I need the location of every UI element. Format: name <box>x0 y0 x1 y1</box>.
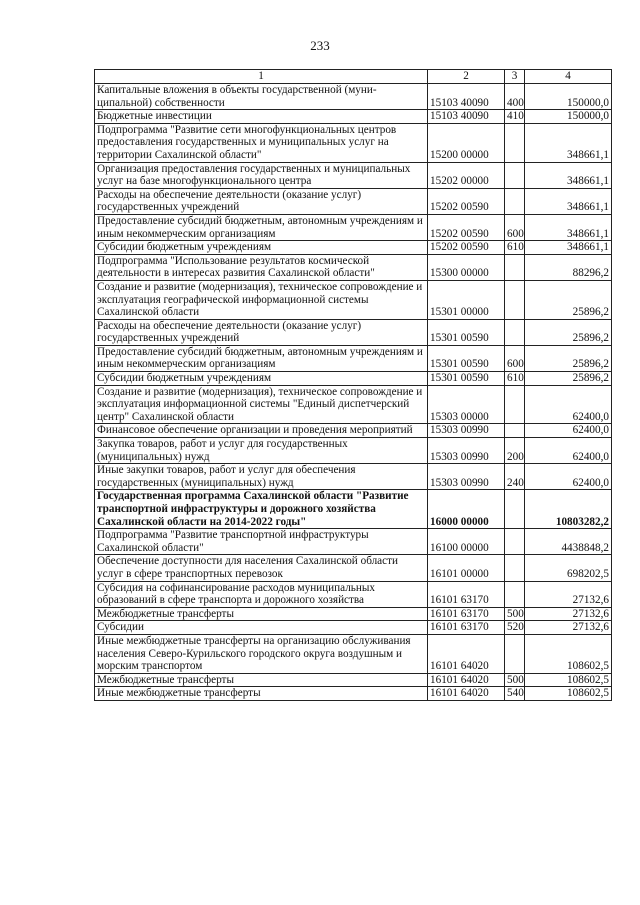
table-row <box>95 84 612 110</box>
row-type-cell: 610 <box>505 372 525 386</box>
row-code-cell: 15301 00000 <box>428 280 505 319</box>
row-type-cell <box>505 424 525 438</box>
row-amount-cell: 348661,1 <box>525 188 612 214</box>
table-row <box>95 214 612 240</box>
row-code-cell: 15103 40090 <box>428 110 505 124</box>
row-type-cell: 600 <box>505 345 525 371</box>
row-name-cell: Межбюджетные трансферты <box>95 673 428 687</box>
row-amount-cell: 10803282,2 <box>525 490 612 529</box>
row-amount-cell: 25896,2 <box>525 372 612 386</box>
row-type-cell <box>505 555 525 581</box>
table-row <box>95 634 612 673</box>
row-code-cell: 16000 00000 <box>428 490 505 529</box>
row-name-cell: Иные межбюджетные трансферты <box>95 687 428 701</box>
row-type-cell <box>505 280 525 319</box>
row-amount-cell: 25896,2 <box>525 319 612 345</box>
table-header-row <box>95 70 612 84</box>
row-type-cell <box>505 490 525 529</box>
table-row <box>95 621 612 635</box>
row-code-cell: 16101 64020 <box>428 634 505 673</box>
row-code-cell: 15200 00000 <box>428 123 505 162</box>
row-amount-cell: 27132,6 <box>525 607 612 621</box>
row-type-cell: 610 <box>505 241 525 255</box>
row-amount-cell: 150000,0 <box>525 84 612 110</box>
row-amount-cell: 62400,0 <box>525 385 612 424</box>
row-code-cell: 15301 00590 <box>428 319 505 345</box>
table-row <box>95 607 612 621</box>
row-amount-cell: 88296,2 <box>525 254 612 280</box>
table-row <box>95 581 612 607</box>
row-type-cell <box>505 581 525 607</box>
table-row <box>95 385 612 424</box>
table-row <box>95 555 612 581</box>
row-code-cell: 15301 00590 <box>428 372 505 386</box>
row-code-cell: 16101 64020 <box>428 673 505 687</box>
table-row <box>95 110 612 124</box>
row-code-cell: 15301 00590 <box>428 345 505 371</box>
row-type-cell <box>505 188 525 214</box>
row-amount-cell: 27132,6 <box>525 621 612 635</box>
row-code-cell: 16101 00000 <box>428 555 505 581</box>
row-amount-cell: 108602,5 <box>525 687 612 701</box>
row-amount-cell: 4438848,2 <box>525 529 612 555</box>
column-header-amount: 4 <box>525 70 612 84</box>
table-row <box>95 687 612 701</box>
table-row <box>95 372 612 386</box>
row-type-cell <box>505 123 525 162</box>
row-amount-cell: 348661,1 <box>525 162 612 188</box>
row-name-cell: Создание и развитие (модернизация), техническое сопровождение и эксплуатация информационной системы "Единый диспетчерский центр" Сахалинской области <box>95 385 428 424</box>
row-amount-cell: 108602,5 <box>525 634 612 673</box>
row-amount-cell: 348661,1 <box>525 214 612 240</box>
row-type-cell: 410 <box>505 110 525 124</box>
table-row <box>95 254 612 280</box>
row-amount-cell: 698202,5 <box>525 555 612 581</box>
table-row <box>95 241 612 255</box>
row-name-cell: Субсидия на софинансирование расходов муниципальных образований в сфере транспорта и дорожного хозяйства <box>95 581 428 607</box>
row-name-cell: Предоставление субсидий бюджетным, автономным учреждениям и иным некоммерческим организациям <box>95 345 428 371</box>
row-amount-cell: 27132,6 <box>525 581 612 607</box>
row-code-cell: 15303 00990 <box>428 438 505 464</box>
table-row <box>95 438 612 464</box>
column-header-type: 3 <box>505 70 525 84</box>
row-code-cell: 15202 00590 <box>428 241 505 255</box>
row-code-cell: 16100 00000 <box>428 529 505 555</box>
row-amount-cell: 150000,0 <box>525 110 612 124</box>
table-row <box>95 424 612 438</box>
row-type-cell: 500 <box>505 673 525 687</box>
row-code-cell: 16101 64020 <box>428 687 505 701</box>
table-row <box>95 529 612 555</box>
row-code-cell: 15303 00990 <box>428 464 505 490</box>
row-amount-cell: 25896,2 <box>525 345 612 371</box>
row-name-cell: Субсидии бюджетным учреждениям <box>95 241 428 255</box>
row-type-cell <box>505 385 525 424</box>
row-name-cell: Расходы на обеспечение деятельности (оказание услуг) государственных учреждений <box>95 319 428 345</box>
table-row <box>95 490 612 529</box>
row-name-cell: Бюджетные инвестиции <box>95 110 428 124</box>
row-name-cell: Закупка товаров, работ и услуг для государственных (муниципальных) нужд <box>95 438 428 464</box>
row-amount-cell: 348661,1 <box>525 123 612 162</box>
row-name-cell: Государственная программа Сахалинской области "Развитие транспортной инфраструктуры и дорожного хозяйства Сахалинской области на 2014-2022 годы" <box>95 490 428 529</box>
table-row <box>95 345 612 371</box>
table-row <box>95 464 612 490</box>
table-row <box>95 319 612 345</box>
row-name-cell: Иные закупки товаров, работ и услуг для обеспечения государственных (муниципальных) нужд <box>95 464 428 490</box>
budget-table <box>94 69 612 701</box>
table-row <box>95 280 612 319</box>
row-code-cell: 15202 00590 <box>428 188 505 214</box>
table-row <box>95 673 612 687</box>
column-header-name: 1 <box>95 70 428 84</box>
row-type-cell: 540 <box>505 687 525 701</box>
row-name-cell: Межбюджетные трансферты <box>95 607 428 621</box>
row-code-cell: 15303 00000 <box>428 385 505 424</box>
row-name-cell: Капитальные вложения в объекты государственной (муни-ципальной) собственности <box>95 84 428 110</box>
row-type-cell: 240 <box>505 464 525 490</box>
page-number: 233 <box>310 38 330 53</box>
row-code-cell: 16101 63170 <box>428 621 505 635</box>
table-row <box>95 188 612 214</box>
row-amount-cell: 108602,5 <box>525 673 612 687</box>
row-name-cell: Финансовое обеспечение организации и проведения мероприятий <box>95 424 428 438</box>
row-type-cell <box>505 319 525 345</box>
table-row <box>95 123 612 162</box>
row-name-cell: Подпрограмма "Развитие транспортной инфраструктуры Сахалинской области" <box>95 529 428 555</box>
column-header-code: 2 <box>428 70 505 84</box>
row-name-cell: Расходы на обеспечение деятельности (оказание услуг) государственных учреждений <box>95 188 428 214</box>
row-name-cell: Иные межбюджетные трансферты на организацию обслуживания населения Северо-Курильского городского округа воздушным и морским транспортом <box>95 634 428 673</box>
table-row <box>95 162 612 188</box>
row-code-cell: 15202 00000 <box>428 162 505 188</box>
row-code-cell: 15103 40090 <box>428 84 505 110</box>
row-name-cell: Подпрограмма "Использование результатов космической деятельности в интересах развития Сахалинской области" <box>95 254 428 280</box>
row-name-cell: Субсидии <box>95 621 428 635</box>
row-name-cell: Создание и развитие (модернизация), техническое сопровождение и эксплуатация географической информационной системы Сахалинской области <box>95 280 428 319</box>
row-type-cell: 500 <box>505 607 525 621</box>
row-amount-cell: 62400,0 <box>525 424 612 438</box>
row-name-cell: Предоставление субсидий бюджетным, автономным учреждениям и иным некоммерческим организациям <box>95 214 428 240</box>
row-code-cell: 16101 63170 <box>428 581 505 607</box>
row-code-cell: 15303 00990 <box>428 424 505 438</box>
row-type-cell: 600 <box>505 214 525 240</box>
row-amount-cell: 62400,0 <box>525 464 612 490</box>
row-type-cell <box>505 634 525 673</box>
table-body <box>95 84 612 701</box>
row-code-cell: 15300 00000 <box>428 254 505 280</box>
row-type-cell: 520 <box>505 621 525 635</box>
row-amount-cell: 348661,1 <box>525 241 612 255</box>
row-name-cell: Организация предоставления государственных и муниципальных услуг на базе многофункционального центра <box>95 162 428 188</box>
row-name-cell: Субсидии бюджетным учреждениям <box>95 372 428 386</box>
row-amount-cell: 25896,2 <box>525 280 612 319</box>
row-code-cell: 15202 00590 <box>428 214 505 240</box>
row-type-cell <box>505 254 525 280</box>
row-type-cell: 400 <box>505 84 525 110</box>
row-name-cell: Обеспечение доступности для населения Сахалинской области услуг в сфере транспортных перевозок <box>95 555 428 581</box>
row-amount-cell: 62400,0 <box>525 438 612 464</box>
row-type-cell <box>505 529 525 555</box>
row-type-cell: 200 <box>505 438 525 464</box>
row-name-cell: Подпрограмма "Развитие сети многофункциональных центров предоставления государственных и муниципальных услуг на территории Сахалинской области" <box>95 123 428 162</box>
row-type-cell <box>505 162 525 188</box>
row-code-cell: 16101 63170 <box>428 607 505 621</box>
